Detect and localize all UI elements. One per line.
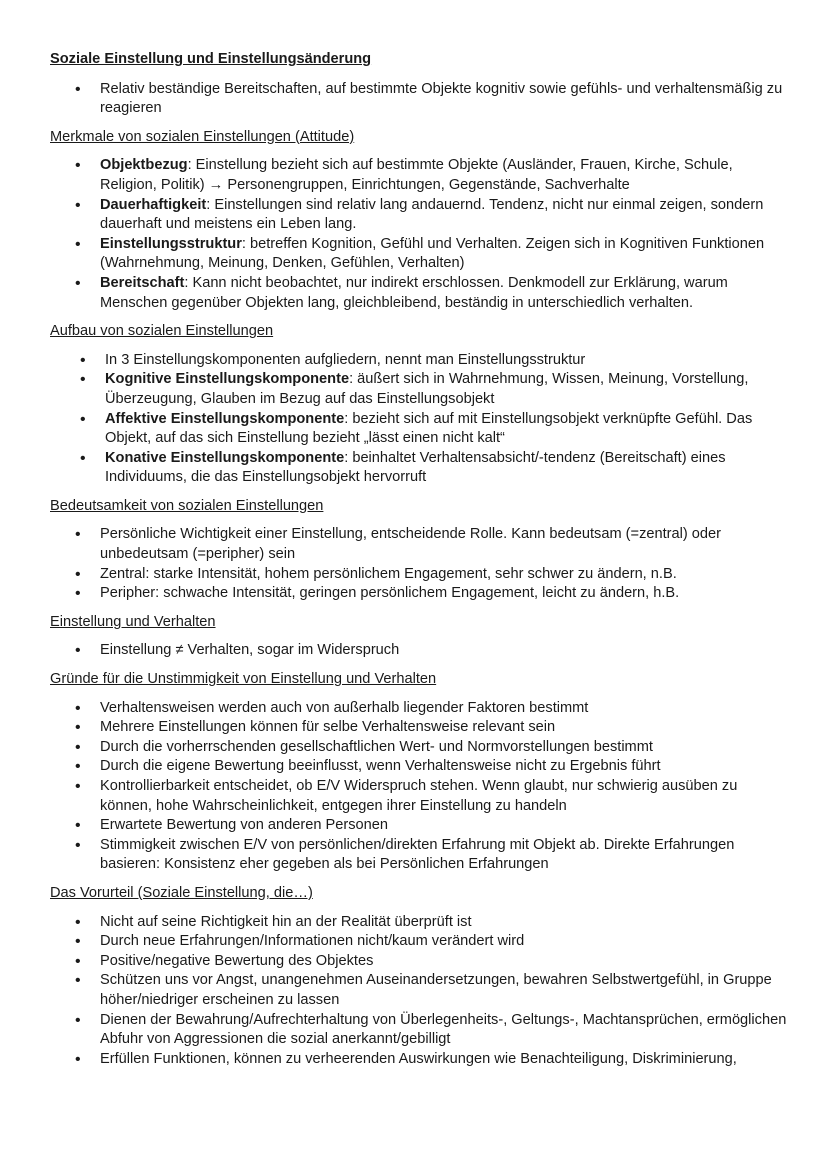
list-item — [50, 351, 790, 371]
item-text: Stimmigkeit zwischen E/V von persönlichen/direkten Erfahrung mit Objekt ab. Direkte Erfahrungen basieren: Konsistenz eher gegeben als bei Persönlichen Erfahrungen — [100, 836, 735, 873]
list-item — [50, 565, 790, 585]
vorurteil-list — [50, 913, 790, 1070]
section-heading-einstellung-verhalten: Einstellung und Verhalten — [50, 613, 216, 630]
item-text: Relativ beständige Bereitschaften, auf bestimmte Objekte kognitiv sowie gefühls- und verhaltensmäßig zu reagieren — [100, 80, 783, 117]
item-text: : Einstellung bezieht sich auf bestimmte Objekte (Ausländer, Frauen, Kirche, Schule, Religion, Politik) → Personengruppen, Einrichtungen, Gegenstände, Sachverhalte — [100, 157, 733, 193]
item-text: : äußert sich in Wahrnehmung, Wissen, Meinung, Vorstellung, Überzeugung, Glauben im Bezug auf das Einstellungsobjekt — [105, 371, 749, 407]
item-text: Durch neue Erfahrungen/Informationen nicht/kaum verändert wird — [100, 933, 525, 950]
list-item — [50, 449, 790, 488]
item-text: : betreffen Kognition, Gefühl und Verhalten. Zeigen sich in Kognitiven Funktionen (Wahrnehmung, Meinung, Denken, Gefühlen, Verhalten) — [100, 235, 765, 272]
item-term: Objektbezug — [100, 157, 188, 174]
list-item — [50, 718, 790, 738]
intro-list — [50, 80, 790, 119]
item-text: Peripher: schwache Intensität, geringen persönlichem Engagement, leicht zu ändern, h.B. — [100, 585, 680, 602]
einstellung-verhalten-list — [50, 641, 790, 661]
item-term: Bereitschaft — [100, 274, 185, 291]
item-text: Mehrere Einstellungen können für selbe Verhaltensweise relevant sein — [100, 719, 556, 736]
list-item — [50, 932, 790, 952]
item-text: Schützen uns vor Angst, unangenehmen Auseinandersetzungen, bewahren Selbstwertgefühl, in Gruppe höher/niedriger erscheinen zu lassen — [100, 972, 772, 1008]
section-heading-merkmale: Merkmale von sozialen Einstellungen (Attitude) — [50, 128, 355, 145]
list-item — [50, 80, 790, 119]
document-title: Soziale Einstellung und Einstellungsänderung — [50, 51, 372, 67]
list-item — [50, 196, 790, 235]
list-item — [50, 584, 790, 604]
list-item — [50, 410, 790, 449]
item-term: Dauerhaftigkeit — [100, 196, 207, 213]
list-item — [50, 525, 790, 564]
item-text: : Kann nicht beobachtet, nur indirekt erschlossen. Denkmodell zur Erklärung, warum Menschen gegenüber Objekten lang, gleichbleibend, beständig in unterschiedlich verhalten. — [100, 274, 728, 311]
list-item — [50, 235, 790, 274]
bedeutsamkeit-list — [50, 525, 790, 603]
item-text: Dienen der Bewahrung/Aufrechterhaltung von Überlegenheits-, Geltungs-, Machtansprüchen, ermöglichen Abfuhr von Aggressionen die sozial anerkannt/gebilligt — [100, 1011, 787, 1048]
item-text: : bezieht sich auf mit Einstellungsobjekt verknüpfte Gefühl. Das Objekt, auf das sich Einstellung bezieht „lässt einen nicht kalt“ — [105, 410, 753, 447]
gruende-list — [50, 699, 790, 875]
item-term: Einstellungsstruktur — [100, 235, 242, 252]
item-text: In 3 Einstellungskomponenten aufgliedern, nennt man Einstellungsstruktur — [105, 351, 586, 368]
list-item — [50, 1050, 790, 1070]
list-item — [50, 699, 790, 719]
section-heading-aufbau: Aufbau von sozialen Einstellungen — [50, 323, 274, 340]
list-item — [50, 370, 790, 409]
list-item — [50, 274, 790, 313]
section-heading-bedeutsamkeit: Bedeutsamkeit von sozialen Einstellungen — [50, 497, 324, 514]
list-item — [50, 836, 790, 875]
list-item — [50, 757, 790, 777]
item-text: : beinhaltet Verhaltensabsicht/-tendenz (Bereitschaft) eines Individuums, die das Einstellungsobjekt hervorruft — [105, 449, 726, 486]
item-text: Positive/negative Bewertung des Objektes — [100, 952, 374, 969]
item-term: Affektive Einstellungskomponente — [105, 410, 345, 427]
item-text: Durch die vorherrschenden gesellschaftlichen Wert- und Normvorstellungen bestimmt — [100, 738, 653, 755]
list-item — [50, 156, 790, 195]
item-term: Konative Einstellungskomponente — [105, 449, 345, 466]
item-text: Erfüllen Funktionen, können zu verheerenden Auswirkungen wie Benachteiligung, Diskriminierung, — [100, 1050, 737, 1067]
item-text: Erwartete Bewertung von anderen Personen — [100, 817, 388, 834]
item-text: Kontrollierbarkeit entscheidet, ob E/V Widerspruch stehen. Wenn glaubt, nur schwierig ausüben zu können, hohe Wahrscheinlichkeit, entgegen ihrer Einstellung zu handeln — [100, 778, 738, 814]
list-item — [50, 816, 790, 836]
item-text: Persönliche Wichtigkeit einer Einstellung, entscheidende Rolle. Kann bedeutsam (=zentral) oder unbedeutsam (=peripher) sein — [100, 526, 721, 563]
list-item — [50, 952, 790, 972]
merkmale-list — [50, 156, 790, 313]
item-term: Kognitive Einstellungskomponente — [105, 371, 350, 388]
list-item — [50, 1011, 790, 1050]
list-item — [50, 738, 790, 758]
aufbau-list — [50, 351, 790, 488]
item-text: Zentral: starke Intensität, hohem persönlichem Engagement, sehr schwer zu ändern, n.B. — [100, 565, 677, 582]
item-text: Nicht auf seine Richtigkeit hin an der Realität überprüft ist — [100, 913, 472, 930]
section-heading-gruende: Gründe für die Unstimmigkeit von Einstellung und Verhalten — [50, 671, 437, 688]
list-item — [50, 971, 790, 1010]
item-text: Durch die eigene Bewertung beeinflusst, wenn Verhaltensweise nicht zu Ergebnis führt — [100, 758, 661, 775]
list-item — [50, 913, 790, 933]
list-item — [50, 641, 790, 661]
list-item — [50, 777, 790, 816]
item-text: Verhaltensweisen werden auch von außerhalb liegender Faktoren bestimmt — [100, 699, 589, 716]
item-text: : Einstellungen sind relativ lang andauernd. Tendenz, nicht nur einmal zeigen, sondern dauerhaft und meistens ein Leben lang. — [100, 196, 764, 233]
section-heading-vorurteil: Das Vorurteil (Soziale Einstellung, die…) — [50, 884, 313, 901]
item-text: Einstellung ≠ Verhalten, sogar im Widerspruch — [100, 642, 400, 659]
